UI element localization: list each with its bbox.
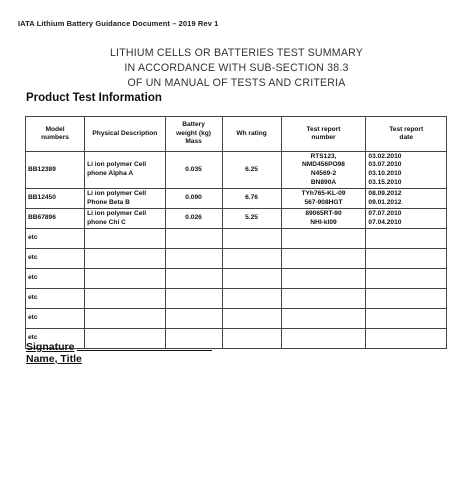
etc-cell: etc	[26, 229, 85, 249]
table-row-placeholder	[26, 269, 447, 289]
signature-line	[77, 350, 212, 351]
column-header-report-date: Test report date	[366, 117, 447, 152]
weight-cell: 0.035	[165, 152, 222, 189]
model-cell: BB67896	[26, 209, 85, 229]
table-row-placeholder	[26, 229, 447, 249]
table-row-placeholder	[26, 289, 447, 309]
table-row	[26, 189, 447, 209]
weight-cell: 0.026	[165, 209, 222, 229]
etc-cell: etc	[26, 329, 85, 349]
etc-cell: etc	[26, 269, 85, 289]
title-line-3: OF UN MANUAL OF TESTS AND CRITERIA	[127, 77, 346, 89]
name-title-label: Name, Title	[26, 353, 82, 365]
section-heading: Product Test Information	[26, 92, 162, 104]
weight-cell: 0.090	[165, 189, 222, 209]
description-cell: Li ion polymer Cell Phone Beta B	[85, 189, 166, 209]
column-header-description: Physical Description	[85, 117, 166, 152]
table-row	[26, 209, 447, 229]
table-row-placeholder	[26, 249, 447, 269]
report-date-cell: 03.02.2010 03.07.2010 03.10.2010 03.15.2010	[366, 152, 447, 189]
table-row-placeholder	[26, 309, 447, 329]
table-row	[26, 152, 447, 189]
wh-cell: 6.25	[222, 152, 281, 189]
etc-cell: etc	[26, 249, 85, 269]
model-cell: BB12389	[26, 152, 85, 189]
test-summary-table	[25, 116, 447, 349]
column-header-report-number: Test report number	[281, 117, 366, 152]
report-number-cell: RTS123, NMD456PO98 N4569-2 BN890A	[281, 152, 366, 189]
title-line-2: IN ACCORDANCE WITH SUB-SECTION 38.3	[124, 62, 349, 74]
column-header-model: Model numbers	[26, 117, 85, 152]
column-header-wh-rating: Wh rating	[222, 117, 281, 152]
report-date-cell: 07.07.2010 07.04.2010	[366, 209, 447, 229]
signature-label: Signature	[26, 341, 75, 353]
report-number-cell: 89065RT-90 NHI-kl09	[281, 209, 366, 229]
report-number-cell: TYh765-KL-09 567-908HGT	[281, 189, 366, 209]
report-date-cell: 08.09.2012 09.01.2012	[366, 189, 447, 209]
wh-cell: 6.76	[222, 189, 281, 209]
table-header-row	[26, 117, 447, 152]
etc-cell: etc	[26, 289, 85, 309]
model-cell: BB12450	[26, 189, 85, 209]
wh-cell: 5.25	[222, 209, 281, 229]
title-line-1: LITHIUM CELLS OR BATTERIES TEST SUMMARY	[109, 47, 364, 59]
etc-cell: etc	[26, 309, 85, 329]
document-header: IATA Lithium Battery Guidance Document – 2019 Rev 1	[18, 19, 219, 28]
table-row-placeholder	[26, 329, 447, 349]
column-header-weight: Battery weight (kg) Mass	[165, 117, 222, 152]
document-title	[0, 46, 473, 91]
description-cell: Li ion polymer Cell phone Chi C	[85, 209, 166, 229]
description-cell: Li ion polymer Cell phone Alpha A	[85, 152, 166, 189]
